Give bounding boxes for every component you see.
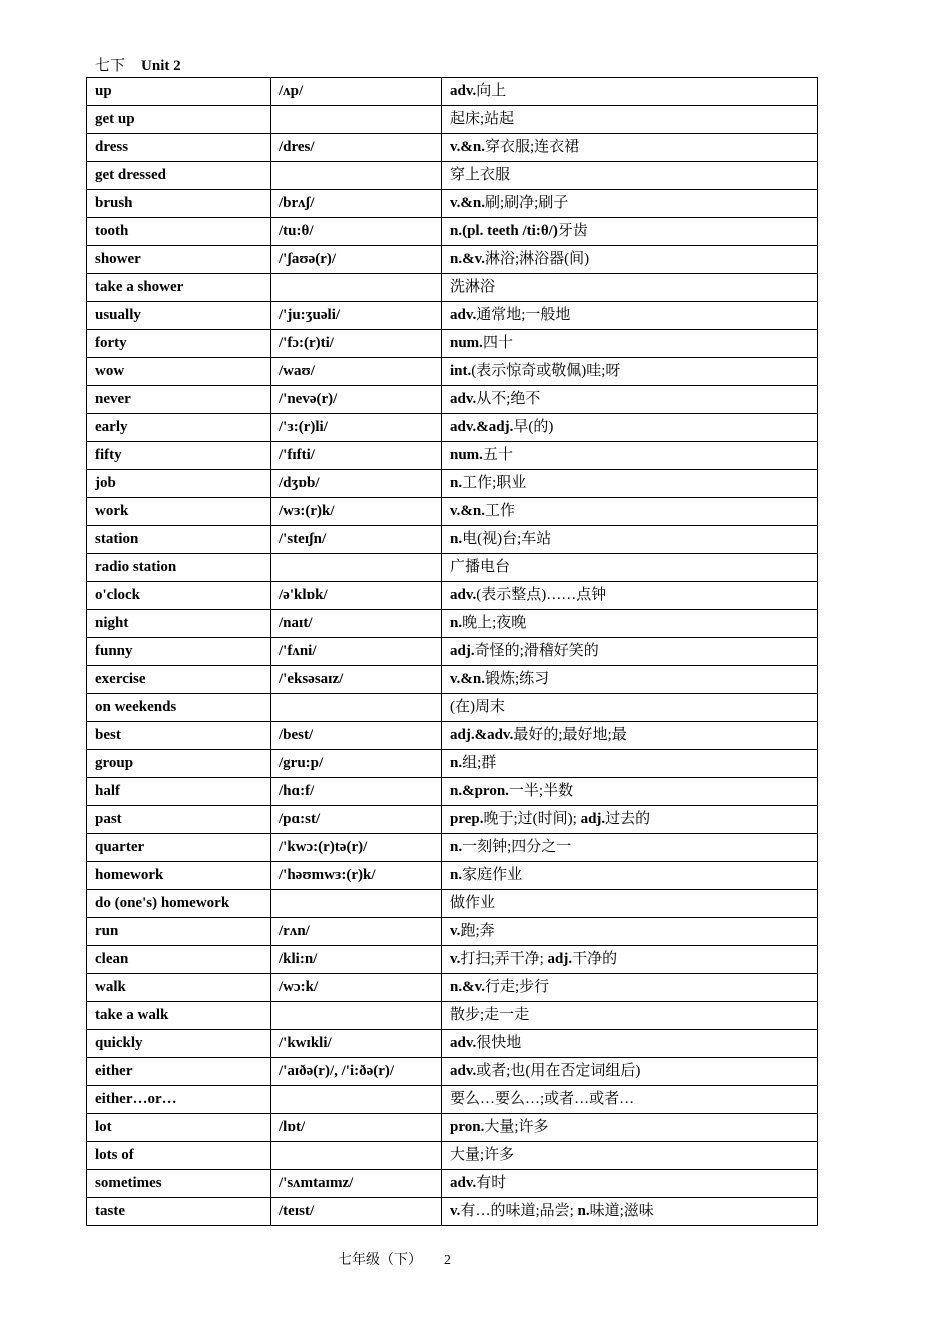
meaning-text: 或者;也(用在否定词组后) bbox=[476, 1063, 641, 1079]
vocab-word: tooth bbox=[87, 218, 271, 246]
footer-label: 七年级（下） bbox=[338, 1253, 422, 1268]
vocab-meaning bbox=[442, 974, 818, 1002]
meaning-text: 从不;绝不 bbox=[476, 391, 541, 407]
vocab-row bbox=[87, 78, 818, 106]
vocab-phonetic: /kli:n/ bbox=[271, 946, 442, 974]
part-of-speech: n.&v. bbox=[450, 251, 486, 267]
vocab-row bbox=[87, 330, 818, 358]
vocab-row bbox=[87, 1170, 818, 1198]
vocab-meaning bbox=[442, 1170, 818, 1198]
meaning-text: 组;群 bbox=[462, 755, 497, 771]
vocab-phonetic: /brʌʃ/ bbox=[271, 190, 442, 218]
vocab-word: either bbox=[87, 1058, 271, 1086]
vocab-word: wow bbox=[87, 358, 271, 386]
vocab-phonetic: /wɜ:(r)k/ bbox=[271, 498, 442, 526]
vocab-phonetic bbox=[271, 1142, 442, 1170]
meaning-text: 五十 bbox=[482, 447, 513, 463]
vocab-phonetic: /'fɔ:(r)ti/ bbox=[271, 330, 442, 358]
meaning-text: 打扫;弄干净; bbox=[460, 951, 548, 967]
vocab-meaning bbox=[442, 190, 818, 218]
vocab-row bbox=[87, 274, 818, 302]
vocab-phonetic: /'həʊmwɜ:(r)k/ bbox=[271, 862, 442, 890]
vocab-row bbox=[87, 862, 818, 890]
part-of-speech: v.&n. bbox=[450, 195, 486, 211]
vocab-row bbox=[87, 470, 818, 498]
vocab-word: homework bbox=[87, 862, 271, 890]
meaning-text: 一半;半数 bbox=[508, 783, 574, 799]
vocab-word: get up bbox=[87, 106, 271, 134]
meaning-text: 电(视)台;车站 bbox=[462, 531, 552, 547]
vocab-word: o'clock bbox=[87, 582, 271, 610]
vocab-phonetic: /pɑ:st/ bbox=[271, 806, 442, 834]
vocab-row bbox=[87, 1030, 818, 1058]
meaning-text: 四十 bbox=[482, 335, 513, 351]
vocab-word: exercise bbox=[87, 666, 271, 694]
vocab-meaning bbox=[442, 386, 818, 414]
vocab-row bbox=[87, 106, 818, 134]
meaning-text: 大量;许多 bbox=[484, 1119, 549, 1135]
part-of-speech: adj. bbox=[580, 811, 606, 827]
meaning-text: 工作 bbox=[485, 503, 516, 519]
vocab-meaning bbox=[442, 302, 818, 330]
vocab-meaning bbox=[442, 862, 818, 890]
vocab-meaning bbox=[442, 1198, 818, 1226]
vocab-word: past bbox=[87, 806, 271, 834]
vocab-word: station bbox=[87, 526, 271, 554]
unit-title: Unit 2 bbox=[141, 58, 181, 74]
vocab-row bbox=[87, 694, 818, 722]
meaning-text: 晚于;过(时间); bbox=[483, 811, 581, 827]
vocab-word: walk bbox=[87, 974, 271, 1002]
vocab-row bbox=[87, 1002, 818, 1030]
part-of-speech: v. bbox=[450, 951, 461, 967]
vocab-meaning bbox=[442, 1058, 818, 1086]
meaning-text: 味道;滋味 bbox=[589, 1203, 654, 1219]
vocab-phonetic: /ə'klɒk/ bbox=[271, 582, 442, 610]
vocab-phonetic: /hɑ:f/ bbox=[271, 778, 442, 806]
vocab-phonetic bbox=[271, 554, 442, 582]
vocab-phonetic: /'kwɔ:(r)tə(r)/ bbox=[271, 834, 442, 862]
part-of-speech: v. bbox=[450, 923, 461, 939]
page-footer bbox=[338, 1249, 451, 1269]
vocab-meaning bbox=[442, 330, 818, 358]
vocab-word: taste bbox=[87, 1198, 271, 1226]
vocab-word: fifty bbox=[87, 442, 271, 470]
part-of-speech: num. bbox=[450, 335, 483, 351]
vocab-meaning bbox=[442, 106, 818, 134]
page-header bbox=[95, 54, 181, 75]
part-of-speech: n. bbox=[450, 615, 463, 631]
vocab-meaning bbox=[442, 246, 818, 274]
meaning-text: 散步;走一走 bbox=[450, 1007, 530, 1023]
grade-label: 七下 bbox=[95, 58, 126, 74]
vocab-phonetic bbox=[271, 162, 442, 190]
meaning-text: 很快地 bbox=[476, 1035, 522, 1051]
vocab-row bbox=[87, 302, 818, 330]
meaning-text: 穿上衣服 bbox=[450, 167, 511, 183]
vocab-row bbox=[87, 386, 818, 414]
vocab-word: brush bbox=[87, 190, 271, 218]
vocab-word: quickly bbox=[87, 1030, 271, 1058]
meaning-text: 晚上;夜晚 bbox=[462, 615, 527, 631]
part-of-speech: adv. bbox=[450, 83, 477, 99]
meaning-text: 向上 bbox=[476, 83, 507, 99]
part-of-speech: adv. bbox=[450, 391, 477, 407]
vocab-phonetic: /'fɪfti/ bbox=[271, 442, 442, 470]
vocab-word: dress bbox=[87, 134, 271, 162]
meaning-text: 锻炼;练习 bbox=[485, 671, 550, 687]
part-of-speech: adv. bbox=[450, 1035, 477, 1051]
vocab-row bbox=[87, 974, 818, 1002]
part-of-speech: n. bbox=[450, 475, 463, 491]
vocab-meaning bbox=[442, 946, 818, 974]
vocab-row bbox=[87, 190, 818, 218]
vocab-phonetic: /'sʌmtaɪmz/ bbox=[271, 1170, 442, 1198]
part-of-speech: n. bbox=[450, 531, 463, 547]
part-of-speech: adj. bbox=[450, 643, 475, 659]
meaning-text: 做作业 bbox=[450, 895, 496, 911]
vocab-row bbox=[87, 1058, 818, 1086]
meaning-text: 有时 bbox=[476, 1175, 507, 1191]
vocab-phonetic: /tu:θ/ bbox=[271, 218, 442, 246]
meaning-text: 广播电台 bbox=[450, 559, 511, 575]
vocab-phonetic: /gru:p/ bbox=[271, 750, 442, 778]
vocab-phonetic bbox=[271, 274, 442, 302]
meaning-text: 淋浴;淋浴器(间) bbox=[485, 251, 590, 267]
vocab-phonetic: /teɪst/ bbox=[271, 1198, 442, 1226]
vocab-word: job bbox=[87, 470, 271, 498]
vocab-row bbox=[87, 806, 818, 834]
meaning-text: 工作;职业 bbox=[462, 475, 527, 491]
part-of-speech: v. bbox=[450, 1203, 461, 1219]
vocab-row bbox=[87, 1142, 818, 1170]
meaning-text: 起床;站起 bbox=[450, 111, 515, 127]
vocab-row bbox=[87, 722, 818, 750]
part-of-speech: int. bbox=[450, 363, 472, 379]
vocab-meaning bbox=[442, 610, 818, 638]
part-of-speech: n. bbox=[450, 867, 463, 883]
vocab-meaning bbox=[442, 1030, 818, 1058]
vocab-phonetic: /naɪt/ bbox=[271, 610, 442, 638]
vocab-meaning bbox=[442, 358, 818, 386]
meaning-text: 有…的味道;品尝; bbox=[460, 1203, 578, 1219]
vocab-row bbox=[87, 414, 818, 442]
part-of-speech: adv. bbox=[450, 307, 477, 323]
part-of-speech: n.&pron. bbox=[450, 783, 509, 799]
vocab-word: clean bbox=[87, 946, 271, 974]
part-of-speech: v.&n. bbox=[450, 503, 486, 519]
vocab-word: shower bbox=[87, 246, 271, 274]
part-of-speech: v.&n. bbox=[450, 671, 486, 687]
vocab-word: sometimes bbox=[87, 1170, 271, 1198]
vocab-meaning bbox=[442, 274, 818, 302]
vocab-row bbox=[87, 442, 818, 470]
vocab-meaning bbox=[442, 498, 818, 526]
vocab-word: run bbox=[87, 918, 271, 946]
vocab-phonetic: /'steɪʃn/ bbox=[271, 526, 442, 554]
vocab-meaning bbox=[442, 162, 818, 190]
meaning-text: 奇怪的;滑稽好笑的 bbox=[474, 643, 599, 659]
meaning-text: 大量;许多 bbox=[450, 1147, 515, 1163]
part-of-speech: n.(pl. teeth /ti:θ/) bbox=[450, 223, 558, 239]
vocab-meaning bbox=[442, 526, 818, 554]
part-of-speech: adv. bbox=[450, 1063, 477, 1079]
vocab-row bbox=[87, 610, 818, 638]
vocab-meaning bbox=[442, 694, 818, 722]
vocab-row bbox=[87, 918, 818, 946]
part-of-speech: adv. bbox=[450, 1175, 477, 1191]
part-of-speech: n.&v. bbox=[450, 979, 486, 995]
vocab-meaning bbox=[442, 918, 818, 946]
vocab-row bbox=[87, 134, 818, 162]
vocab-word: never bbox=[87, 386, 271, 414]
vocab-word: on weekends bbox=[87, 694, 271, 722]
meaning-text: 跑;奔 bbox=[460, 923, 495, 939]
vocab-row bbox=[87, 246, 818, 274]
vocabulary-table bbox=[86, 77, 818, 1226]
vocab-phonetic: /ʌp/ bbox=[271, 78, 442, 106]
vocab-word: up bbox=[87, 78, 271, 106]
meaning-text: 过去的 bbox=[605, 811, 651, 827]
vocab-row bbox=[87, 358, 818, 386]
vocab-word: get dressed bbox=[87, 162, 271, 190]
vocab-meaning bbox=[442, 1142, 818, 1170]
part-of-speech: n. bbox=[577, 1203, 590, 1219]
meaning-text: (在)周末 bbox=[450, 699, 505, 715]
vocab-word: group bbox=[87, 750, 271, 778]
vocab-word: do (one's) homework bbox=[87, 890, 271, 918]
vocab-row bbox=[87, 582, 818, 610]
vocab-meaning bbox=[442, 582, 818, 610]
vocab-row bbox=[87, 1086, 818, 1114]
vocab-meaning bbox=[442, 134, 818, 162]
part-of-speech: prep. bbox=[450, 811, 484, 827]
vocab-meaning bbox=[442, 470, 818, 498]
vocab-phonetic: /'nevə(r)/ bbox=[271, 386, 442, 414]
vocab-meaning bbox=[442, 834, 818, 862]
part-of-speech: adv.&adj. bbox=[450, 419, 514, 435]
vocab-row bbox=[87, 946, 818, 974]
vocab-meaning bbox=[442, 1002, 818, 1030]
vocab-phonetic: /dres/ bbox=[271, 134, 442, 162]
vocab-phonetic: /dʒɒb/ bbox=[271, 470, 442, 498]
vocab-word: radio station bbox=[87, 554, 271, 582]
part-of-speech: adj. bbox=[547, 951, 573, 967]
vocab-row bbox=[87, 554, 818, 582]
vocab-meaning bbox=[442, 554, 818, 582]
vocab-phonetic: /'ju:ʒuəli/ bbox=[271, 302, 442, 330]
vocab-phonetic: /wɔ:k/ bbox=[271, 974, 442, 1002]
vocab-meaning bbox=[442, 218, 818, 246]
vocab-meaning bbox=[442, 890, 818, 918]
meaning-text: 牙齿 bbox=[557, 223, 588, 239]
meaning-text: 干净的 bbox=[572, 951, 618, 967]
vocab-row bbox=[87, 638, 818, 666]
vocab-row bbox=[87, 526, 818, 554]
vocab-meaning bbox=[442, 638, 818, 666]
vocab-phonetic: /best/ bbox=[271, 722, 442, 750]
meaning-text: 早(的) bbox=[513, 419, 554, 435]
meaning-text: 通常地;一般地 bbox=[476, 307, 571, 323]
vocab-phonetic: /'ʃaʊə(r)/ bbox=[271, 246, 442, 274]
vocab-word: lots of bbox=[87, 1142, 271, 1170]
vocab-word: funny bbox=[87, 638, 271, 666]
meaning-text: 刷;刷净;刷子 bbox=[485, 195, 569, 211]
vocab-meaning bbox=[442, 442, 818, 470]
vocab-row bbox=[87, 162, 818, 190]
part-of-speech: n. bbox=[450, 839, 463, 855]
vocab-meaning bbox=[442, 414, 818, 442]
vocab-phonetic: /rʌn/ bbox=[271, 918, 442, 946]
part-of-speech: pron. bbox=[450, 1119, 485, 1135]
part-of-speech: adv. bbox=[450, 587, 477, 603]
vocab-phonetic bbox=[271, 890, 442, 918]
vocab-row bbox=[87, 834, 818, 862]
vocab-meaning bbox=[442, 722, 818, 750]
vocab-word: night bbox=[87, 610, 271, 638]
meaning-text: 要么…要么…;或者…或者… bbox=[450, 1091, 635, 1107]
vocab-phonetic: /'fʌni/ bbox=[271, 638, 442, 666]
vocab-word: lot bbox=[87, 1114, 271, 1142]
vocab-word: half bbox=[87, 778, 271, 806]
vocab-phonetic: /'kwɪkli/ bbox=[271, 1030, 442, 1058]
vocab-row bbox=[87, 750, 818, 778]
vocab-word: take a walk bbox=[87, 1002, 271, 1030]
vocab-meaning bbox=[442, 78, 818, 106]
vocab-phonetic bbox=[271, 1002, 442, 1030]
meaning-text: 行走;步行 bbox=[485, 979, 550, 995]
meaning-text: 最好的;最好地;最 bbox=[513, 727, 627, 743]
meaning-text: 洗淋浴 bbox=[450, 279, 496, 295]
vocab-word: work bbox=[87, 498, 271, 526]
vocabulary-table-body bbox=[87, 78, 818, 1226]
vocab-word: early bbox=[87, 414, 271, 442]
vocab-meaning bbox=[442, 666, 818, 694]
vocab-row bbox=[87, 1198, 818, 1226]
meaning-text: (表示整点)……点钟 bbox=[476, 587, 607, 603]
vocab-row bbox=[87, 778, 818, 806]
part-of-speech: adj.&adv. bbox=[450, 727, 514, 743]
vocab-meaning bbox=[442, 1114, 818, 1142]
vocab-word: usually bbox=[87, 302, 271, 330]
vocab-row bbox=[87, 666, 818, 694]
vocab-word: either…or… bbox=[87, 1086, 271, 1114]
part-of-speech: num. bbox=[450, 447, 483, 463]
vocab-phonetic: /'eksəsaɪz/ bbox=[271, 666, 442, 694]
vocab-word: quarter bbox=[87, 834, 271, 862]
vocab-phonetic bbox=[271, 694, 442, 722]
vocab-phonetic bbox=[271, 106, 442, 134]
vocab-meaning bbox=[442, 1086, 818, 1114]
page-number: 2 bbox=[444, 1253, 451, 1268]
vocab-row bbox=[87, 498, 818, 526]
vocab-row bbox=[87, 1114, 818, 1142]
meaning-text: 家庭作业 bbox=[462, 867, 523, 883]
vocab-word: forty bbox=[87, 330, 271, 358]
vocab-meaning bbox=[442, 750, 818, 778]
vocab-meaning bbox=[442, 806, 818, 834]
meaning-text: 一刻钟;四分之一 bbox=[462, 839, 572, 855]
part-of-speech: v.&n. bbox=[450, 139, 486, 155]
meaning-text: 穿衣服;连衣裙 bbox=[485, 139, 580, 155]
meaning-text: (表示惊奇或敬佩)哇;呀 bbox=[471, 363, 621, 379]
vocab-word: best bbox=[87, 722, 271, 750]
vocab-word: take a shower bbox=[87, 274, 271, 302]
vocab-phonetic bbox=[271, 1086, 442, 1114]
part-of-speech: n. bbox=[450, 755, 463, 771]
vocab-phonetic: /waʊ/ bbox=[271, 358, 442, 386]
vocab-row bbox=[87, 890, 818, 918]
vocab-phonetic: /'aɪðə(r)/, /'i:ðə(r)/ bbox=[271, 1058, 442, 1086]
vocab-phonetic: /'ɜ:(r)li/ bbox=[271, 414, 442, 442]
vocab-row bbox=[87, 218, 818, 246]
vocab-meaning bbox=[442, 778, 818, 806]
vocab-phonetic: /lɒt/ bbox=[271, 1114, 442, 1142]
